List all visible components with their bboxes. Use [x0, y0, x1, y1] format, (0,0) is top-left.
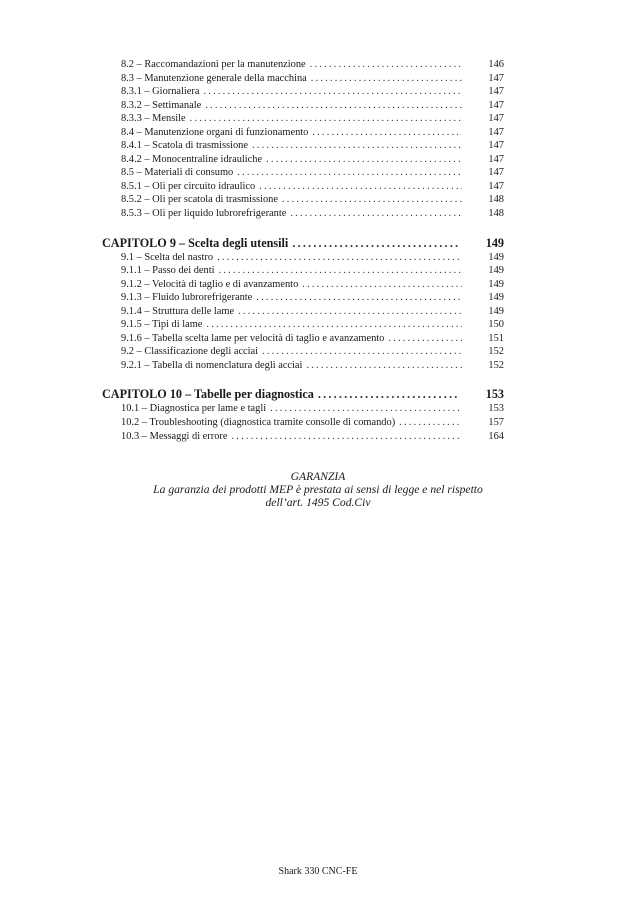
leader-dots: [266, 153, 462, 167]
toc-entry-page: 147: [488, 72, 504, 84]
toc-entry[interactable]: [102, 207, 504, 221]
leader-dots: [306, 359, 462, 373]
toc-entry-page: 153: [488, 403, 504, 415]
toc-entry[interactable]: [102, 166, 504, 180]
toc-entry-label: 8.4.1 – Scatola di trasmissione: [121, 140, 248, 152]
toc-entry-page: 152: [488, 359, 504, 371]
leader-dots: [206, 318, 462, 332]
leader-dots: [311, 72, 462, 86]
toc-entry-label: 9.1.4 – Struttura delle lame: [121, 305, 235, 317]
toc-entry[interactable]: [102, 359, 504, 373]
toc-entry-page: 149: [488, 278, 504, 290]
toc-entry-label: 9.2 – Classificazione degli acciai: [121, 346, 259, 358]
toc-entry[interactable]: [102, 251, 504, 265]
toc-entry-page: 147: [488, 153, 504, 165]
toc-entry[interactable]: [102, 278, 504, 292]
leader-dots: [312, 126, 462, 140]
leader-dots: [302, 278, 462, 292]
toc-entry-label: 9.1.5 – Tipi di lame: [121, 319, 203, 331]
leader-dots: [217, 251, 462, 265]
toc-chapter-label: CAPITOLO 10 – Tabelle per diagnostica: [102, 387, 314, 402]
leader-dots: [190, 112, 462, 126]
leader-dots: [237, 166, 462, 180]
toc-entry[interactable]: [102, 318, 504, 332]
toc-chapter-page: 153: [485, 387, 504, 402]
toc-entry-label: 10.1 – Diagnostica per lame e tagli: [121, 403, 267, 415]
toc-entry[interactable]: [102, 332, 504, 346]
leader-dots: [388, 332, 462, 346]
leader-dots: [318, 386, 460, 402]
leader-dots: [203, 85, 462, 99]
leader-dots: [219, 264, 462, 278]
toc-entry[interactable]: [102, 112, 504, 126]
toc-entry-label: 9.1.3 – Fluido lubrorefrigerante: [121, 292, 253, 304]
toc-entry-page: 150: [488, 319, 504, 331]
leader-dots: [290, 207, 462, 221]
toc-entry-page: 148: [488, 194, 504, 206]
toc-entry-page: 147: [488, 113, 504, 125]
page-footer: Shark 330 CNC-FE: [278, 866, 358, 877]
toc-entry-label: 8.5.1 – Oli per circuito idraulico: [121, 180, 256, 192]
toc-entry[interactable]: [102, 305, 504, 319]
toc-entry-label: 8.2 – Raccomandazioni per la manutenzione: [121, 59, 306, 70]
toc-entry-label: 8.4 – Manutenzione organi di funzionamento: [121, 126, 309, 138]
toc-entry-page: 157: [488, 417, 504, 429]
warranty-text-line-2: dell’art. 1495 Cod.Civ: [265, 496, 371, 509]
toc-entry[interactable]: [102, 99, 504, 113]
toc-entry[interactable]: [102, 139, 504, 153]
toc-entry-page: 147: [488, 180, 504, 192]
toc-chapter-10[interactable]: [102, 386, 504, 402]
toc-entry-label: 8.5.2 – Oli per scatola di trasmissione: [121, 194, 278, 206]
toc-entry[interactable]: [102, 402, 504, 416]
toc-chapter-9[interactable]: [102, 235, 504, 251]
leader-dots: [262, 345, 462, 359]
warranty-note: [0, 470, 636, 509]
toc-entry-page: 149: [488, 305, 504, 317]
leader-dots: [310, 58, 462, 72]
toc-entry[interactable]: [102, 85, 504, 99]
toc-entry-page: 149: [488, 265, 504, 277]
toc-entry-page: 146: [488, 59, 504, 70]
toc-entry[interactable]: [102, 180, 504, 194]
toc-entry-label: 9.1 – Scelta del nastro: [121, 251, 214, 263]
toc-entry-label: 9.1.2 – Velocità di taglio e di avanzamento: [121, 278, 299, 290]
toc-entry[interactable]: [102, 416, 504, 430]
toc-entry-label: 8.3.2 – Settimanale: [121, 99, 202, 111]
toc-entry-page: 147: [488, 126, 504, 138]
toc-entry-page: 149: [488, 292, 504, 304]
toc-entry-page: 147: [488, 167, 504, 179]
leader-dots: [270, 402, 462, 416]
toc-entry-page: 151: [488, 332, 504, 344]
toc-entry-label: 8.3.3 – Mensile: [121, 113, 186, 125]
toc-entry[interactable]: [102, 58, 504, 72]
toc-entry-page: 152: [488, 346, 504, 358]
toc-entry-label: 9.1.1 – Passo dei denti: [121, 265, 215, 277]
toc-entry[interactable]: [102, 153, 504, 167]
toc-entry-page: 147: [488, 99, 504, 111]
toc-entry[interactable]: [102, 72, 504, 86]
toc-entry-page: 149: [488, 251, 504, 263]
toc-chapter-label: CAPITOLO 9 – Scelta degli utensili: [102, 235, 289, 250]
toc-entry[interactable]: [102, 264, 504, 278]
toc-entry-label: 9.1.6 – Tabella scelta lame per velocità di taglio e avanzamento: [121, 332, 385, 344]
table-of-contents: [102, 58, 504, 443]
leader-dots: [238, 305, 462, 319]
toc-entry[interactable]: [102, 126, 504, 140]
toc-entry-label: 10.2 – Troubleshooting (diagnostica tramite consolle di comando): [121, 417, 396, 429]
warranty-title: GARANZIA: [290, 470, 346, 483]
toc-entry-label: 8.3.1 – Giornaliera: [121, 86, 200, 98]
leader-dots: [205, 99, 462, 113]
toc-entry[interactable]: [102, 430, 504, 444]
toc-entry-page: 148: [488, 208, 504, 220]
leader-dots: [259, 180, 462, 194]
leader-dots: [231, 430, 462, 444]
leader-dots: [282, 193, 462, 207]
toc-entry-page: 147: [488, 140, 504, 152]
toc-entry[interactable]: [102, 193, 504, 207]
leader-dots: [292, 235, 460, 251]
toc-entry-page: 147: [488, 86, 504, 98]
toc-chapter-page: 149: [485, 235, 504, 250]
toc-entry-label: 10.3 – Messaggi di errore: [121, 430, 228, 442]
toc-entry-page: 164: [488, 430, 504, 442]
toc-entry-label: 8.3 – Manutenzione generale della macchina: [121, 72, 307, 84]
leader-dots: [252, 139, 462, 153]
leader-dots: [399, 416, 462, 430]
leader-dots: [256, 291, 462, 305]
toc-entry[interactable]: [102, 345, 504, 359]
toc-entry-label: 8.4.2 – Monocentraline idrauliche: [121, 153, 263, 165]
toc-entry-label: 8.5.3 – Oli per liquido lubrorefrigerante: [121, 208, 287, 220]
toc-entry-label: 9.2.1 – Tabella di nomenclatura degli acciai: [121, 359, 303, 371]
warranty-text-line-1: La garanzia dei prodotti MEP è prestata ai sensi di legge e nel rispetto: [153, 483, 483, 496]
toc-entry-label: 8.5 – Materiali di consumo: [121, 167, 234, 179]
toc-entry[interactable]: [102, 291, 504, 305]
